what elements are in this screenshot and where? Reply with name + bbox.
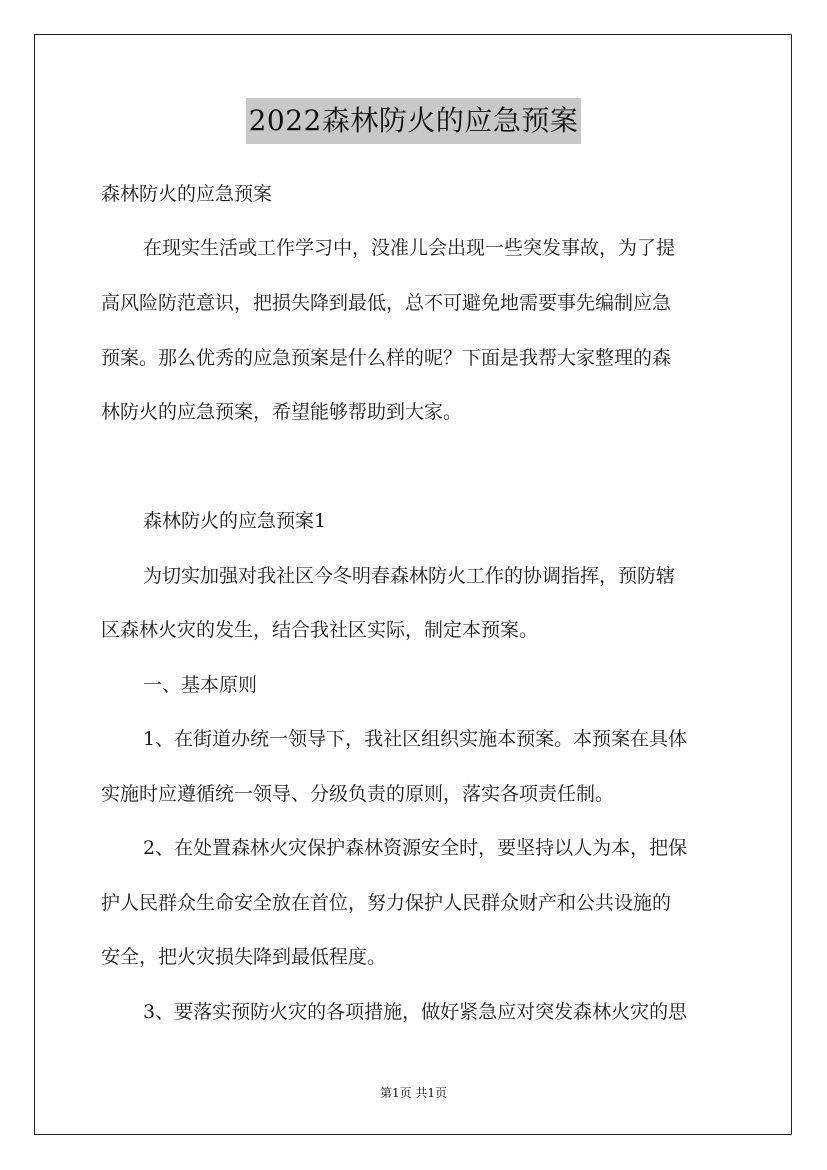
page-number-label: 第1页 共1页 [379,1086,448,1100]
page-footer [0,1084,827,1101]
document-title: 2022森林防火的应急预案 [246,98,582,144]
item-2-line-3: 安全，把火灾损失降到最低程度。 [101,946,387,968]
intro-line-3: 预案。那么优秀的应急预案是什么样的呢？下面是我帮大家整理的森 [101,347,672,369]
item-2-line-2: 护人民群众生命安全放在首位，努力保护人民群众财产和公共设施的 [101,892,672,914]
section-heading: 森林防火的应急预案1 [143,510,327,532]
principles-heading: 一、基本原则 [143,674,258,696]
intro-line-1: 在现实生活或工作学习中，没准儿会出现一些突发事故，为了提 [143,237,676,259]
intro-line-4: 林防火的应急预案，希望能够帮助到大家。 [101,401,463,423]
document-subtitle: 森林防火的应急预案 [101,183,273,205]
item-1-line-1: 1、在街道办统一领导下，我社区组织实施本预案。本预案在具体 [143,728,688,750]
item-1-line-2: 实施时应遵循统一领导、分级负责的原则，落实各项责任制。 [101,783,615,805]
title-container [0,98,827,144]
intro-line-2: 高风险防范意识，把损失降到最低，总不可避免地需要事先编制应急 [101,292,672,314]
paragraph-1-line-1: 为切实加强对我社区今冬明春森林防火工作的协调指挥，预防辖 [143,565,676,587]
item-3-line-1: 3、要落实预防火灾的各项措施，做好紧急应对突发森林火灾的思 [143,1001,688,1023]
paragraph-1-line-2: 区森林火灾的发生，结合我社区实际，制定本预案。 [101,619,539,641]
item-2-line-1: 2、在处置森林火灾保护森林资源安全时，要坚持以人为本，把保 [143,837,688,859]
